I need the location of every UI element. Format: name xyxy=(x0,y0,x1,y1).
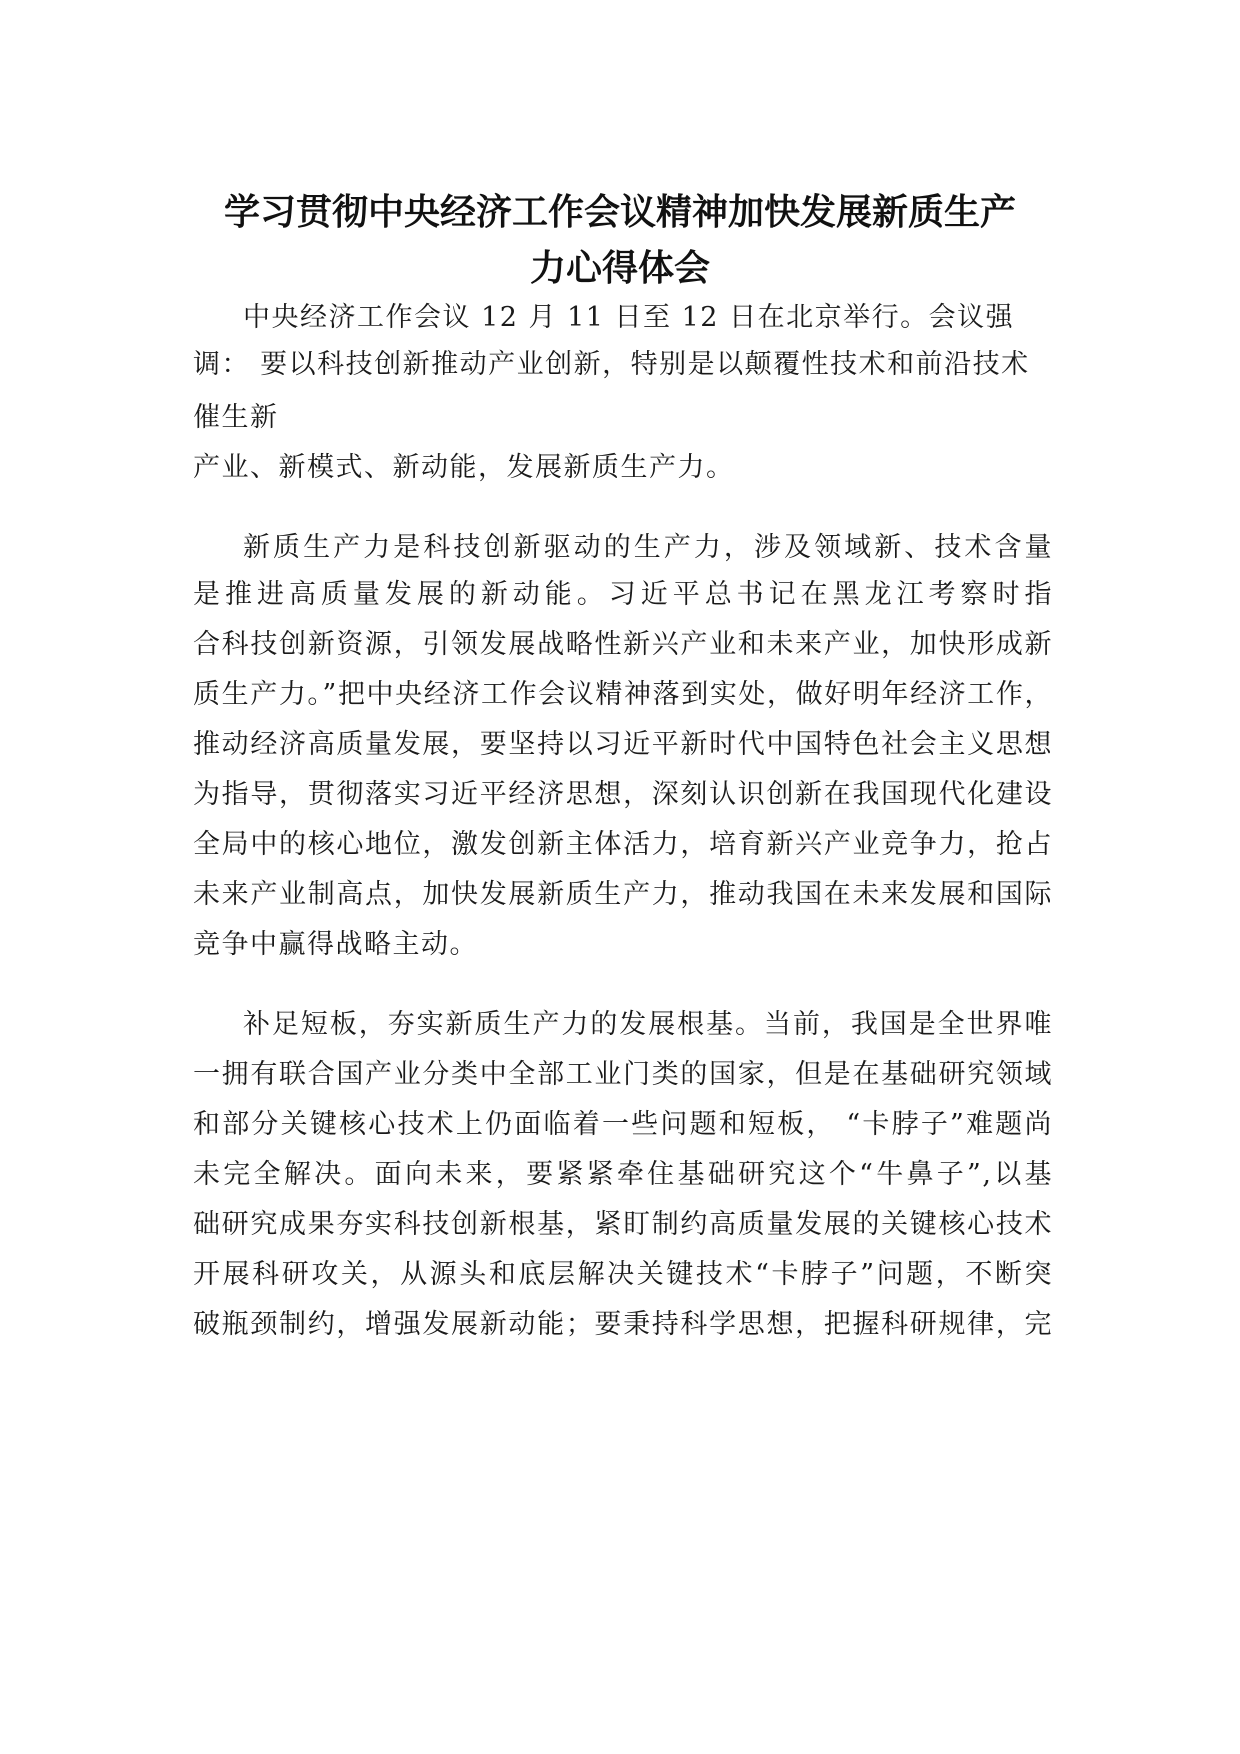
paragraph-line: 未来产业制高点，加快发展新质生产力，推动我国在未来发展和国际 xyxy=(193,879,1053,910)
document-title xyxy=(190,185,1050,297)
title-line-1: 学习贯彻中央经济工作会议精神加快发展新质生产 xyxy=(223,192,1016,233)
paragraph-line: 础研究成果夯实科技创新根基，紧盯制约高质量发展的关键核心技术 xyxy=(193,1209,1053,1240)
paragraph-line: 中央经济工作会议 12 月 11 日至 12 日在北京举行。会议强 xyxy=(243,302,1015,333)
title-line-2: 力心得体会 xyxy=(529,248,710,289)
paragraph-line: 新质生产力是科技创新驱动的生产力，涉及领域新、技术含量 xyxy=(243,532,1053,563)
paragraph-line: 合科技创新资源，引领发展战略性新兴产业和未来产业，加快形成新 xyxy=(193,629,1053,660)
paragraph-line: 一拥有联合国产业分类中全部工业门类的国家，但是在基础研究领域 xyxy=(193,1059,1053,1090)
paragraph-line: 质生产力。”把中央经济工作会议精神落到实处，做好明年经济工作， xyxy=(193,679,1053,710)
paragraph-line: 产业、新模式、新动能，发展新质生产力。 xyxy=(193,452,735,483)
paragraph-line: 全局中的核心地位，激发创新主体活力，培育新兴产业竞争力，抢占 xyxy=(193,829,1053,860)
paragraph-line: 是推进高质量发展的新动能。习近平总书记在黑龙江考察时指 xyxy=(193,579,1053,610)
paragraph-line: 为指导，贯彻落实习近平经济思想，深刻认识创新在我国现代化建设 xyxy=(193,779,1053,810)
paragraph-line: 破瓶颈制约，增强发展新动能；要秉持科学思想，把握科研规律，完 xyxy=(193,1309,1053,1340)
paragraph-line: 补足短板，夯实新质生产力的发展根基。当前，我国是全世界唯 xyxy=(243,1009,1053,1040)
paragraph-line: 竞争中赢得战略主动。 xyxy=(193,929,478,960)
paragraph-line: 开展科研攻关，从源头和底层解决关键技术“卡脖子”问题，不断突 xyxy=(193,1259,1053,1290)
paragraph-line: 推动经济高质量发展，要坚持以习近平新时代中国特色社会主义思想 xyxy=(193,729,1053,760)
paragraph-line: 未完全解决。面向未来，要紧紧牵住基础研究这个“牛鼻子”,以基 xyxy=(193,1159,1053,1190)
paragraph-line: 调： 要以科技创新推动产业创新，特别是以颠覆性技术和前沿技术 xyxy=(193,349,1030,380)
paragraph-line: 催生新 xyxy=(193,402,279,433)
paragraph-line: 和部分关键核心技术上仍面临着一些问题和短板， “卡脖子”难题尚 xyxy=(193,1109,1053,1140)
